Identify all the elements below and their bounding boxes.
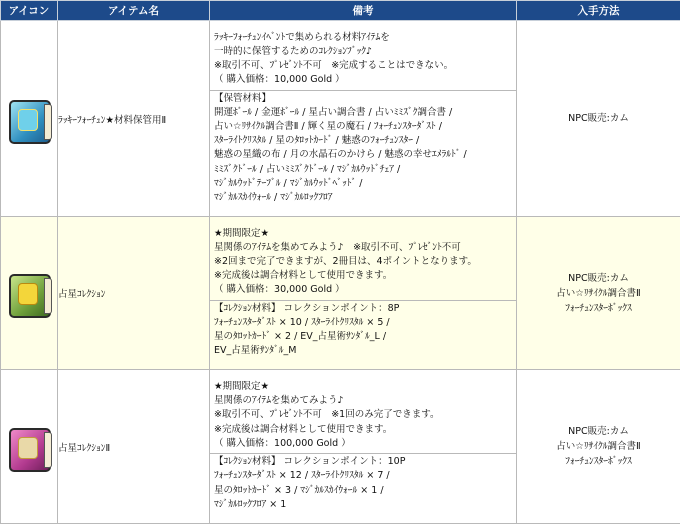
note-line: 一時的に保管するためのｺﾚｸｼｮﾝﾌﾞｯｸ♪ (214, 45, 373, 57)
item-name: ﾗｯｷｰﾌｫｰﾁｭﾝ★材料保管用Ⅱ (58, 21, 210, 217)
note-line: ﾌｫｰﾁｭﾝｽﾀｰﾀﾞｽﾄ × 10 / ｽﾀｰﾗｲﾄｸﾘｽﾀﾙ × 5 / (214, 316, 390, 328)
note-line: ﾗｯｷｰﾌｫｰﾁｭﾝｲﾍﾞﾝﾄで集められる材料ｱｲﾃﾑを (214, 31, 390, 43)
notes-description (210, 226, 516, 300)
source-line: NPC販売:カム (568, 113, 629, 124)
note-line: ※取引不可、ﾌﾟﾚｾﾞﾝﾄ不可 ※1回のみ完了できます。 (214, 409, 440, 421)
header-source: 入手方法 (517, 1, 680, 21)
note-line: 占い☆ﾘｻｲｸﾙ調合書Ⅱ / 輝く星の魔石 / ﾌｫｰﾁｭﾝｽﾀｰﾀﾞｽﾄ / (214, 121, 442, 132)
item-name: 占星ｺﾚｸｼｮﾝ (58, 217, 210, 370)
note-line: 星のﾀﾛｯﾄｶｰﾄﾞ × 3 / ﾏｼﾞｶﾙｽｶｲｳｫｰﾙ × 1 / (214, 484, 384, 496)
note-line: 星関係のｱｲﾃﾑを集めてみよう♪ (214, 395, 344, 407)
note-line: ※完成後は調合材料として使用できます。 (214, 270, 393, 282)
note-line: （ 購入価格：30,000 Gold ） (214, 284, 345, 296)
notes-materials (210, 453, 516, 514)
table-header-row (1, 1, 680, 21)
table-row (1, 217, 680, 370)
green-collection-book-icon (6, 268, 52, 318)
source-line: NPC販売:カム (568, 272, 629, 284)
source-cell (517, 21, 680, 217)
note-line: ★期間限定★ (214, 227, 270, 239)
note-line: EV_占星術ｻﾝﾀﾞﾙ_M (214, 345, 297, 357)
header-item-name: アイテム名 (58, 1, 210, 21)
source-cell (517, 370, 680, 524)
source-line: 占い☆ﾘｻｲｸﾙ調合書Ⅱ (556, 287, 641, 299)
note-line: 開運ﾎﾞｰﾙ / 金運ﾎﾞｰﾙ / 星占い調合書 / 占いﾐﾐｽﾞｸ調合書 / (214, 106, 453, 118)
note-line: 星関係のｱｲﾃﾑを集めてみよう♪ ※取引不可、ﾌﾟﾚｾﾞﾝﾄ不可 (214, 241, 461, 253)
source-line: ﾌｫｰﾁｭﾝｽﾀｰﾎﾞｯｸｽ (565, 456, 632, 467)
header-notes: 備考 (210, 1, 517, 21)
note-line: （ 購入価格：10,000 Gold ） (214, 74, 345, 86)
notes-materials (210, 90, 516, 208)
note-line: ※取引不可、ﾌﾟﾚｾﾞﾝﾄ不可 ※完成することはできない。 (214, 60, 454, 72)
table-row (1, 370, 680, 524)
source-cell (517, 217, 680, 370)
notes-materials (210, 300, 516, 361)
source-line: NPC販売:カム (568, 426, 629, 437)
note-line: ｽﾀｰﾗｲﾄｸﾘｽﾀﾙ / 星のﾀﾛｯﾄｶｰﾄﾞ / 魅惑のﾌｫｰﾁｭﾝｽﾀｰ / (214, 135, 420, 147)
icon-cell (1, 21, 58, 217)
note-line: ※2回まで完了できますが、2冊目は、4ポイントとなります。 (214, 255, 477, 267)
blue-collection-book-icon (6, 94, 52, 144)
note-line: ﾏｼﾞｶﾙｳｯﾄﾞﾃｰﾌﾞﾙ / ﾏｼﾞｶﾙｳｯﾄﾞﾍﾞｯﾄﾞ / (214, 177, 363, 189)
note-line: ﾏｼﾞｶﾙｽｶｲｳｫｰﾙ / ﾏｼﾞｶﾙﾛｯｸﾌﾛｱ (214, 192, 333, 204)
notes-cell (210, 217, 517, 370)
note-line: ﾌｫｰﾁｭﾝｽﾀｰﾀﾞｽﾄ × 12 / ｽﾀｰﾗｲﾄｸﾘｽﾀﾙ × 7 / (214, 470, 390, 482)
header-icon: アイコン (1, 1, 58, 21)
note-line: ★期間限定★ (214, 381, 270, 393)
note-line: 【ｺﾚｸｼｮﾝ材料】 コレクションポイント：10P (214, 456, 406, 468)
item-name: 占星ｺﾚｸｼｮﾝⅡ (58, 370, 210, 524)
note-line: 【ｺﾚｸｼｮﾝ材料】 コレクションポイント：8P (214, 302, 400, 314)
notes-description (210, 379, 516, 453)
note-line: ﾏｼﾞｶﾙﾛｯｸﾌﾛｱ × 1 (214, 498, 287, 510)
note-line: （ 購入価格：100,000 Gold ） (214, 437, 351, 449)
notes-cell (210, 21, 517, 217)
note-line: ﾐﾐｽﾞｸﾄﾞｰﾙ / 占いﾐﾐｽﾞｸﾄﾞｰﾙ / ﾏｼﾞｶﾙｳｯﾄﾞﾁｪｱ / (214, 163, 401, 175)
table-row (1, 21, 680, 217)
note-line: ※完成後は調合材料として使用できます。 (214, 423, 393, 435)
note-line: 星のﾀﾛｯﾄｶｰﾄﾞ × 2 / EV_占星術ｻﾝﾀﾞﾙ_L / (214, 331, 387, 342)
notes-cell (210, 370, 517, 524)
purple-collection-book-icon (6, 422, 52, 472)
source-line: 占い☆ﾘｻｲｸﾙ調合書Ⅱ (556, 441, 641, 452)
note-line: 【保管材料】 (214, 92, 272, 104)
icon-cell (1, 370, 58, 524)
note-line: 魅惑の星織の布 / 月の水晶石のかけら / 魅惑の幸せｴﾒﾗﾙﾄﾞ / (214, 149, 467, 161)
notes-description (210, 30, 516, 90)
source-line: ﾌｫｰﾁｭﾝｽﾀｰﾎﾞｯｸｽ (565, 302, 632, 314)
icon-cell (1, 217, 58, 370)
